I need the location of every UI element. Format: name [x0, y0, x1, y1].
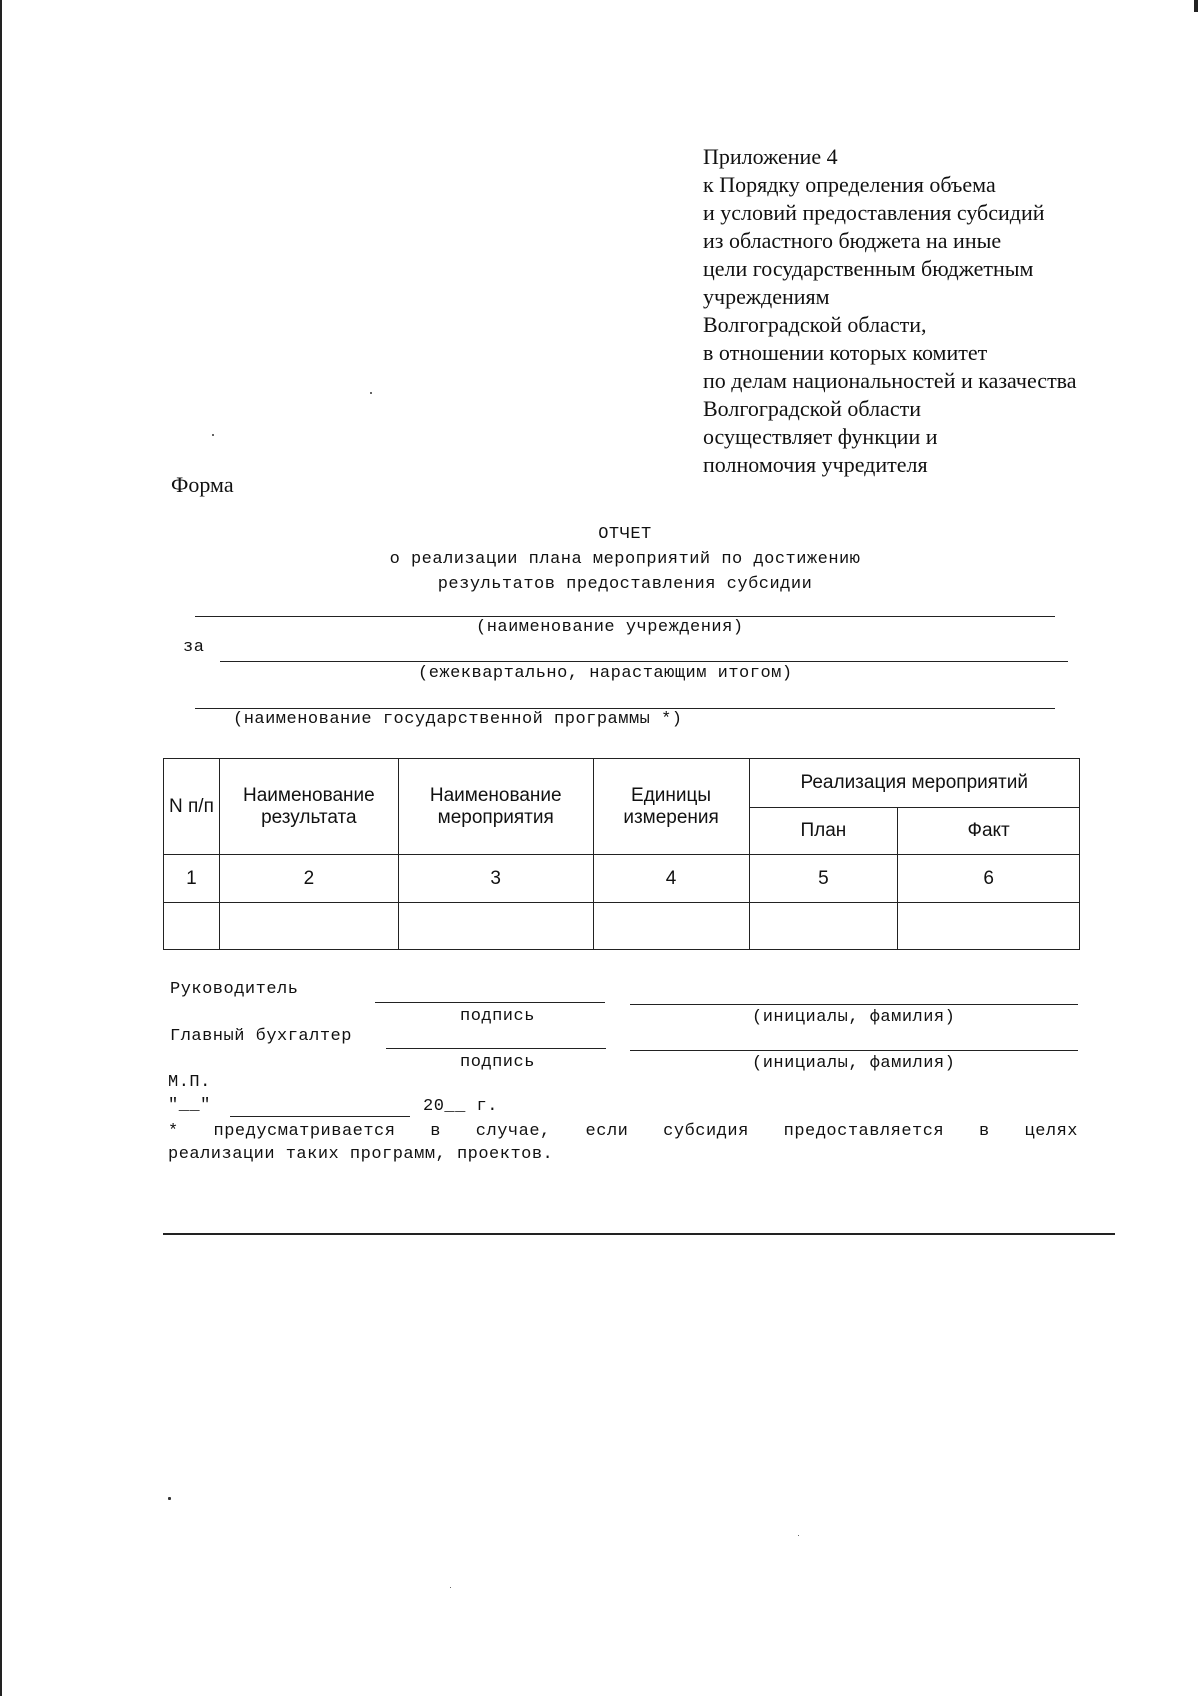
scan-speck: [370, 392, 372, 394]
column-number: 1: [164, 855, 220, 903]
period-line: [220, 661, 1068, 662]
bottom-rule: [163, 1233, 1115, 1235]
column-number: 2: [219, 855, 398, 903]
header-event-name: Наименование мероприятия: [398, 759, 593, 855]
head-name-caption: (инициалы, фамилия): [752, 1008, 956, 1027]
table-cell[interactable]: [749, 903, 898, 950]
head-signature-line: [375, 1002, 605, 1003]
report-heading: [300, 522, 950, 597]
report-subtitle-line1: о реализации плана мероприятий по достижению: [389, 550, 861, 569]
column-number: 4: [593, 855, 749, 903]
appendix-line: в отношении которых комитет: [703, 340, 988, 365]
results-table: [163, 758, 1080, 950]
footnote-line2: реализации таких программ, проектов.: [168, 1145, 554, 1164]
footnote: [168, 1120, 1078, 1166]
head-name-line: [630, 1004, 1078, 1005]
table-cell[interactable]: [398, 903, 593, 950]
appendix-line: и условий предоставления субсидий: [703, 200, 1045, 225]
scan-speck: [212, 434, 214, 436]
chief-accountant-signature-caption: подпись: [460, 1053, 535, 1072]
column-number: 3: [398, 855, 593, 903]
head-label: Руководитель: [170, 980, 299, 999]
appendix-line: к Порядку определения объема: [703, 172, 996, 197]
table-cell[interactable]: [593, 903, 749, 950]
scan-edge: [0, 0, 2, 1696]
period-caption: (ежеквартально, нарастающим итогом): [418, 664, 793, 683]
header-plan: План: [749, 808, 898, 855]
chief-accountant-name-caption: (инициалы, фамилия): [752, 1054, 956, 1073]
appendix-line: из областного бюджета на иные: [703, 228, 1002, 253]
footnote-line1: * предусматривается в случае, если субсидия предоставляется в целях: [168, 1122, 1078, 1141]
chief-accountant-label: Главный бухгалтер: [170, 1027, 352, 1046]
scan-speck: [798, 1535, 799, 1536]
scan-corner-mark: [1194, 0, 1198, 12]
appendix-line: Волгоградской области,: [703, 312, 927, 337]
form-label: Форма: [171, 472, 234, 497]
table-cell[interactable]: [898, 903, 1080, 950]
header-realization: Реализация мероприятий: [749, 759, 1080, 808]
period-prefix: за: [183, 638, 205, 657]
appendix-block: [703, 143, 1077, 479]
header-fact: Факт: [898, 808, 1080, 855]
appendix-line: Приложение 4: [703, 144, 838, 169]
chief-accountant-signature-line: [386, 1048, 606, 1049]
stamp-label: М.П.: [168, 1073, 211, 1092]
appendix-line: осуществляет функции и: [703, 424, 938, 449]
report-title: ОТЧЕТ: [598, 525, 652, 544]
institution-line: [195, 616, 1055, 617]
header-num: N п/п: [164, 759, 220, 855]
institution-caption: (наименование учреждения): [476, 618, 744, 637]
appendix-line: Волгоградской области: [703, 396, 921, 421]
report-subtitle-line2: результатов предоставления субсидии: [437, 575, 813, 594]
date-year: 20__ г.: [423, 1097, 498, 1116]
header-result-name: Наименование результата: [219, 759, 398, 855]
appendix-line: цели государственным бюджетным: [703, 256, 1034, 281]
column-number: 5: [749, 855, 898, 903]
appendix-line: по делам национальностей и казачества: [703, 368, 1077, 393]
chief-accountant-name-line: [630, 1050, 1078, 1051]
head-signature-caption: подпись: [460, 1007, 535, 1026]
table-row: [164, 855, 1080, 903]
header-units: Единицы измерения: [593, 759, 749, 855]
scan-speck: [450, 1587, 451, 1588]
table-row: [164, 903, 1080, 950]
appendix-line: полномочия учредителя: [703, 452, 928, 477]
program-line: [195, 708, 1055, 709]
scan-speck: [168, 1497, 171, 1500]
appendix-line: учреждениям: [703, 284, 830, 309]
column-number: 6: [898, 855, 1080, 903]
date-day-quotes: "__": [168, 1096, 211, 1115]
table-cell[interactable]: [164, 903, 220, 950]
table-cell[interactable]: [219, 903, 398, 950]
program-caption: (наименование государственной программы *): [233, 710, 683, 729]
date-month-line: [230, 1116, 410, 1117]
